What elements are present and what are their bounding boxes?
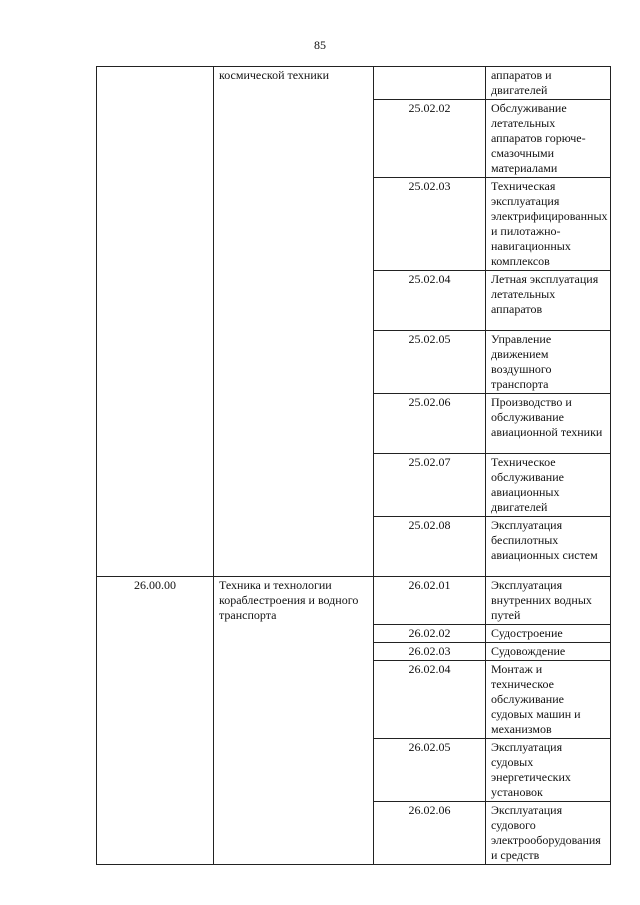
group-name-cell: Техника и технологии кораблестроения и водного транспорта (214, 577, 374, 865)
code-cell: 26.02.04 (374, 661, 486, 739)
name-cell: Производство и обслуживание авиационной техники (486, 394, 611, 454)
name-cell: аппаратов и двигателей (486, 67, 611, 100)
name-cell: Эксплуатация беспилотных авиационных систем (486, 517, 611, 577)
group-code-cell: 26.00.00 (97, 577, 214, 865)
name-cell: Управление движением воздушного транспорта (486, 331, 611, 394)
name-cell: Судовождение (486, 643, 611, 661)
code-cell: 25.02.02 (374, 100, 486, 178)
code-cell: 26.02.05 (374, 739, 486, 802)
group-name-cell: космической техники (214, 67, 374, 577)
code-cell: 26.02.06 (374, 802, 486, 865)
code-cell: 25.02.03 (374, 178, 486, 271)
name-cell: Эксплуатация судового электрооборудования и средств (486, 802, 611, 865)
name-cell: Техническая эксплуатация электрифицированных и пилотажно-навигационных комплексов (486, 178, 611, 271)
specialties-table (96, 66, 611, 865)
code-cell: 25.02.05 (374, 331, 486, 394)
group-code-cell (97, 67, 214, 577)
code-cell: 26.02.02 (374, 625, 486, 643)
table-row (97, 577, 611, 625)
name-cell: Техническое обслуживание авиационных двигателей (486, 454, 611, 517)
code-cell: 25.02.07 (374, 454, 486, 517)
name-cell: Летная эксплуатация летательных аппаратов (486, 271, 611, 331)
code-cell (374, 67, 486, 100)
code-cell: 25.02.04 (374, 271, 486, 331)
name-cell: Монтаж и техническое обслуживание судовых машин и механизмов (486, 661, 611, 739)
code-cell: 26.02.01 (374, 577, 486, 625)
name-cell: Судостроение (486, 625, 611, 643)
code-cell: 25.02.06 (374, 394, 486, 454)
table-row (97, 67, 611, 100)
name-cell: Эксплуатация судовых энергетических установок (486, 739, 611, 802)
name-cell: Эксплуатация внутренних водных путей (486, 577, 611, 625)
code-cell: 25.02.08 (374, 517, 486, 577)
code-cell: 26.02.03 (374, 643, 486, 661)
name-cell: Обслуживание летательных аппаратов горюче-смазочными материалами (486, 100, 611, 178)
page-number: 85 (314, 38, 326, 52)
